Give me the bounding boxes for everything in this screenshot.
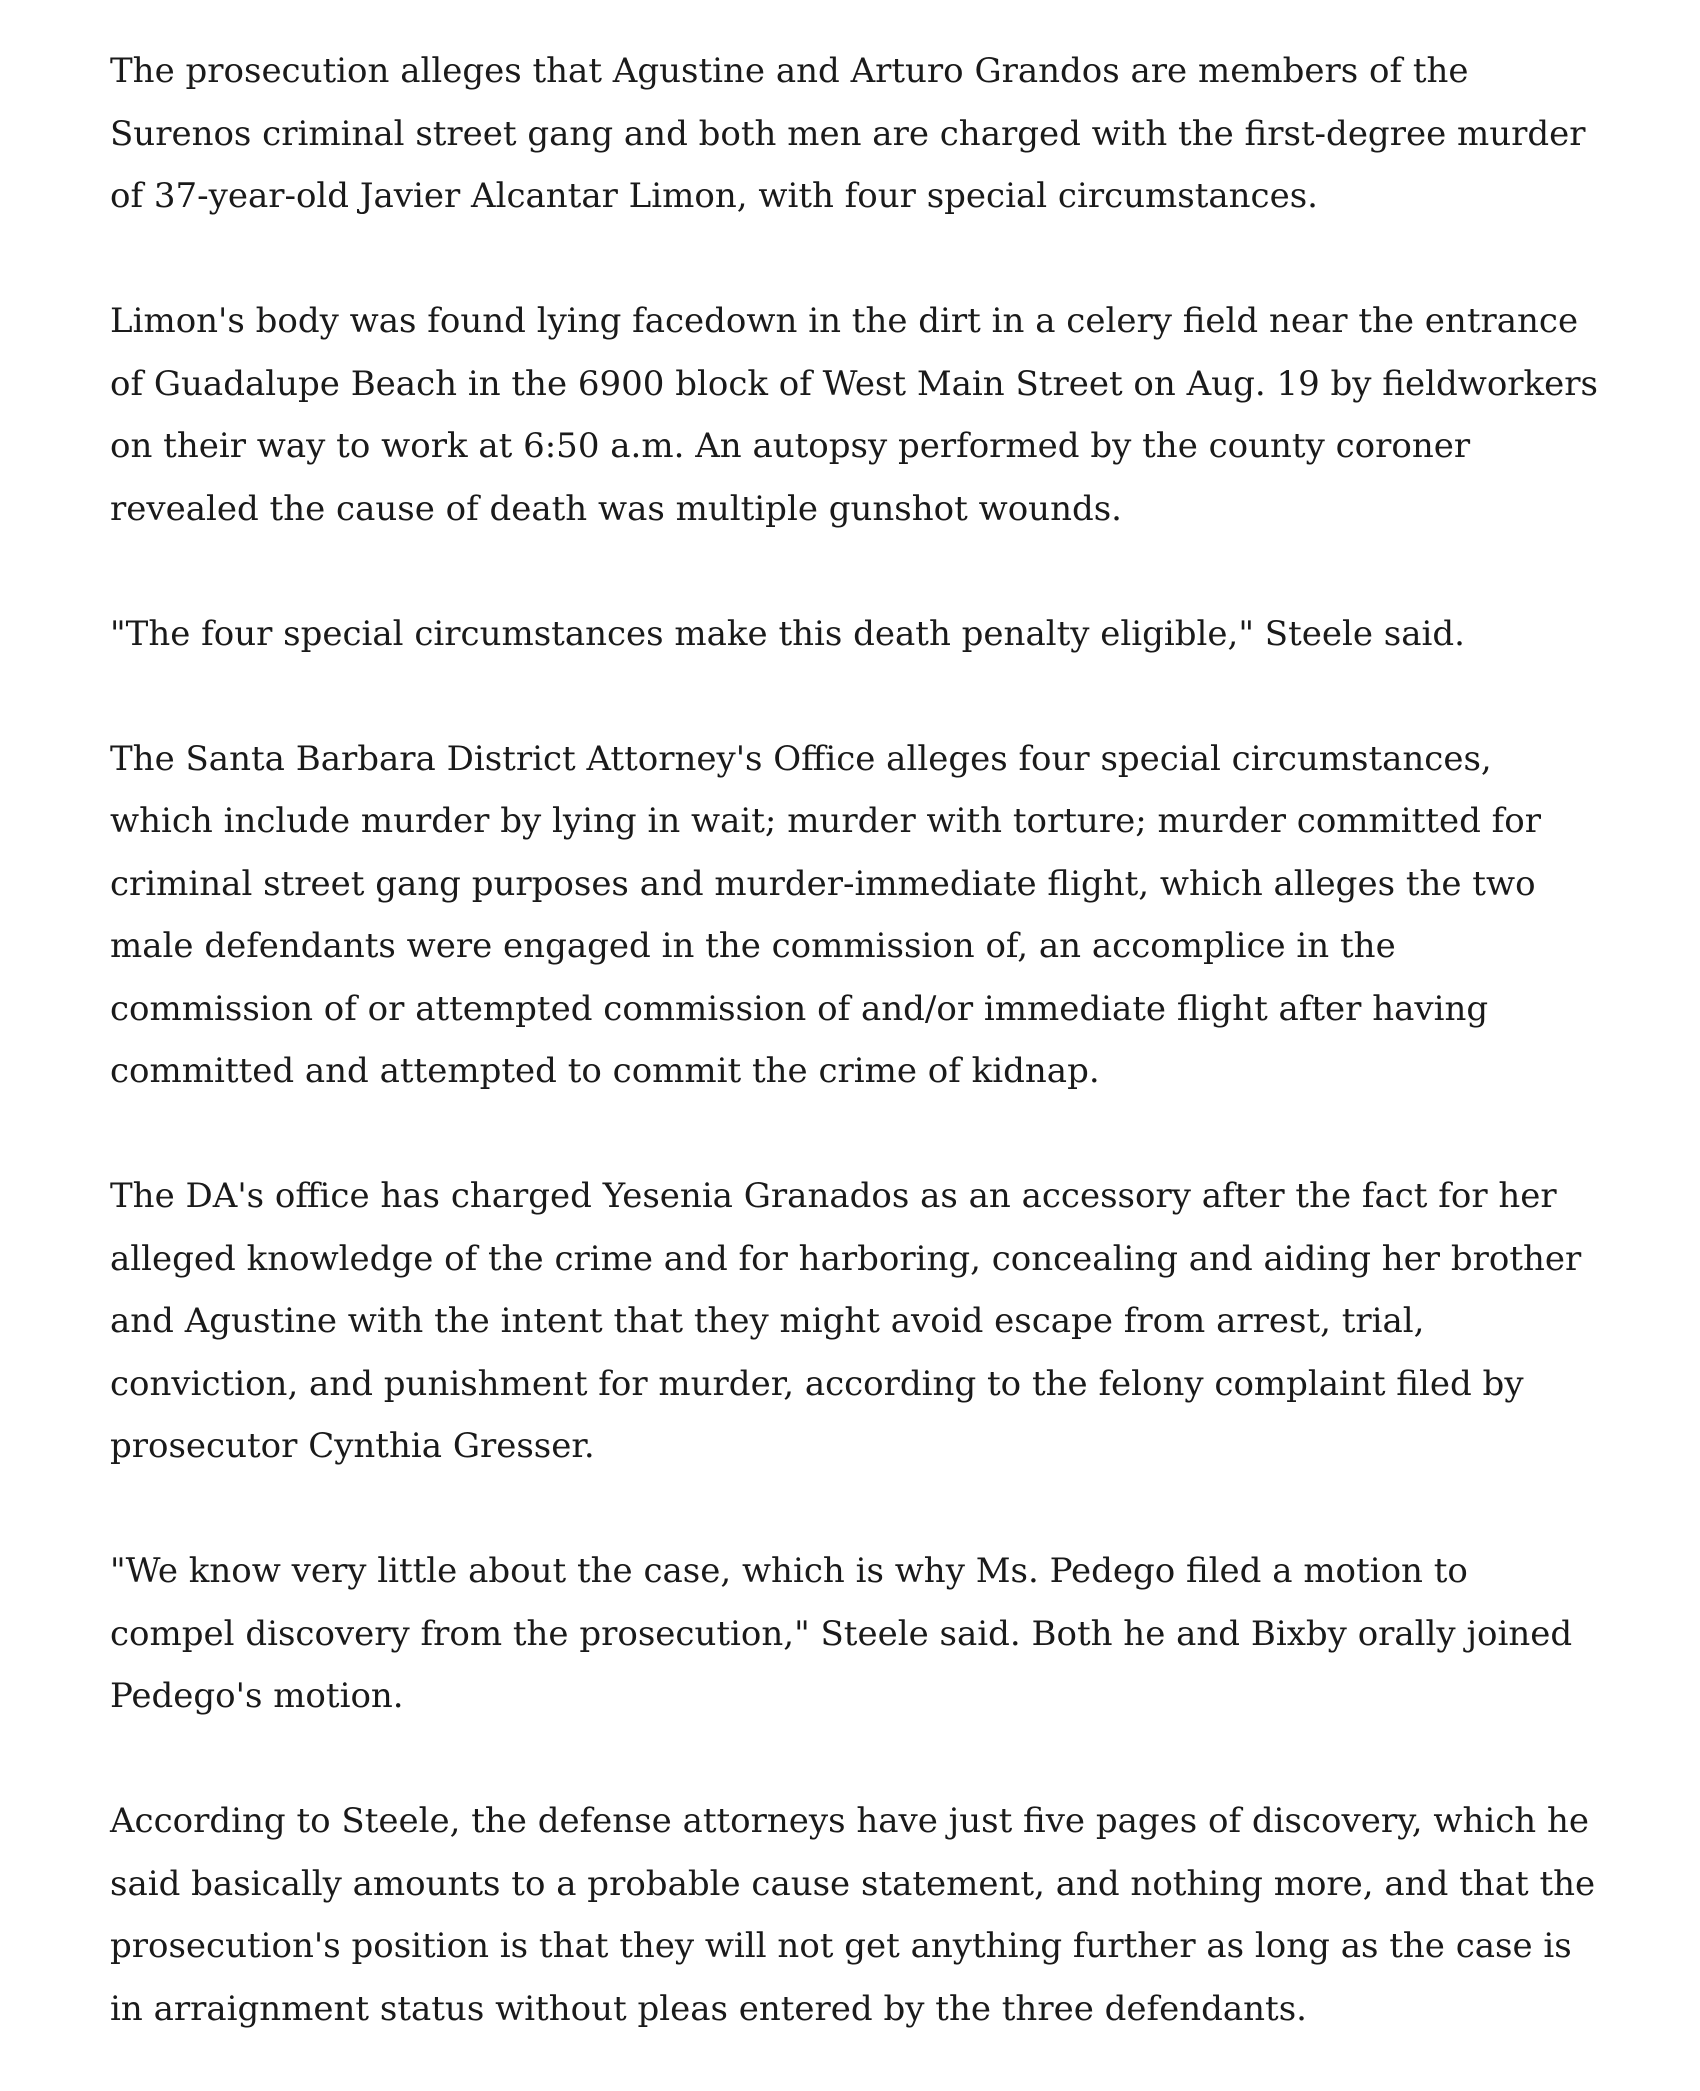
paragraph-special-circumstances: The Santa Barbara District Attorney's Office alleges four special circumstances, which include murder by lying in wait; murder with torture; murder committed for criminal street gang purposes and murder-immediate flight, which alleges the two male defendants were engaged in the commission of, an accomplice in the commission of or attempted commission of and/or immediate flight after having committed and attempted to commit the crime of kidnap.: [110, 738, 1541, 1091]
paragraph-five-pages-discovery: According to Steele, the defense attorneys have just five pages of discovery, which he said basically amounts to a probable cause statement, and nothing more, and that the prosecution's position is that they will not get anything further as long as the case is in arraignment status without pleas entered by the three defendants.: [110, 1801, 1596, 2029]
paragraph-body-found: Limon's body was found lying facedown in the dirt in a celery field near the entrance of Guadalupe Beach in the 6900 block of West Main Street on Aug. 19 by fieldworkers on their way to work at 6:50 a.m. An autopsy performed by the county coroner revealed the cause of death was multiple gunshot wounds.: [110, 301, 1598, 529]
paragraph-accessory-charge: The DA's office has charged Yesenia Granados as an accessory after the fact for her alleged knowledge of the crime and for harboring, concealing and aiding her brother and Agustine with the intent that they might avoid escape from arrest, trial, conviction, and punishment for murder, according to the felony complaint filed by prosecutor Cynthia Gresser.: [110, 1176, 1582, 1466]
article-body: [110, 40, 1600, 2040]
paragraph-steele-quote-death-penalty: "The four special circumstances make this death penalty eligible," Steele said.: [110, 613, 1465, 654]
paragraph-prosecution-allegations: The prosecution alleges that Agustine and Arturo Grandos are members of the Surenos criminal street gang and both men are charged with the first-degree murder of 37-year-old Javier Alcantar Limon, with four special circumstances.: [110, 51, 1586, 216]
paragraph-discovery-motion: "We know very little about the case, which is why Ms. Pedego filed a motion to compel discovery from the prosecution," Steele said. Both he and Bixby orally joined Pedego's motion.: [110, 1551, 1573, 1716]
